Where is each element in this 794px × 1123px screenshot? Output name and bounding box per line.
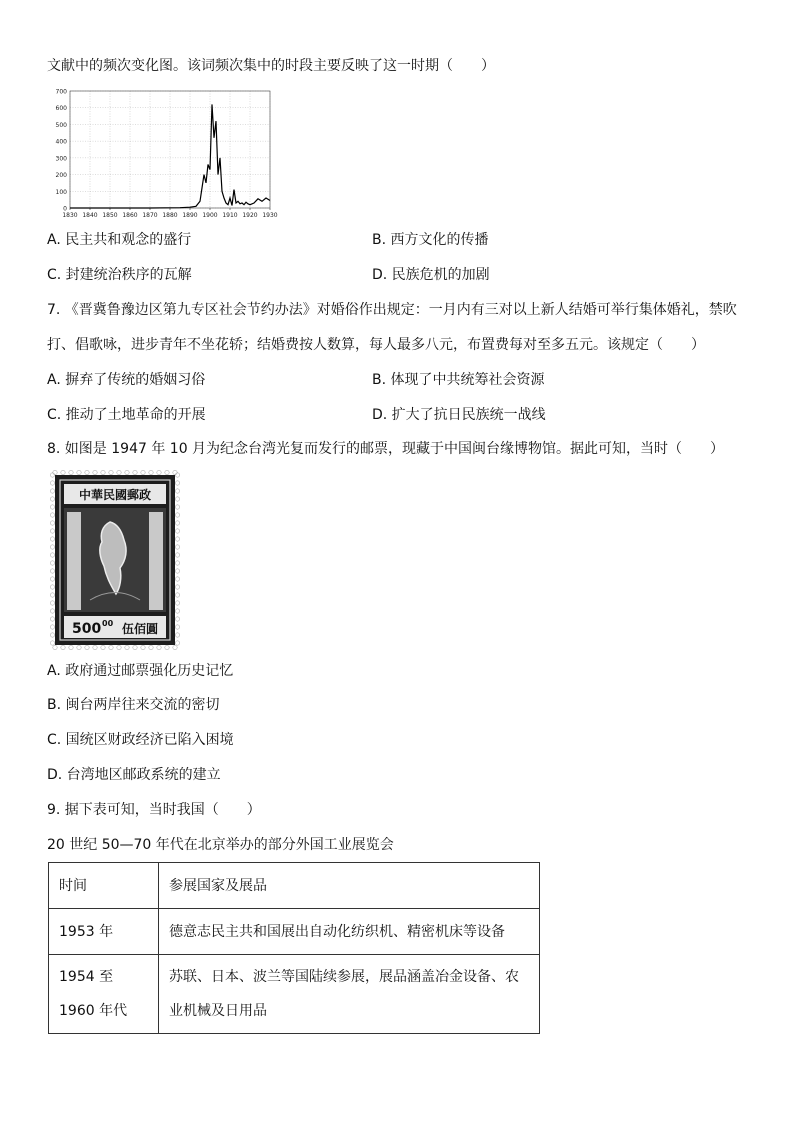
- q8-stem: 8. 如图是 1947 年 10 月为纪念台湾光复而发行的邮票，现藏于中国闽台缘博物馆。据此可知，当时（ ）: [47, 441, 725, 457]
- table-header-row: [49, 863, 540, 909]
- chart-y-ticks: [56, 89, 68, 213]
- chart-y-tick-label: 100: [55, 188, 67, 196]
- stamp-image: [50, 470, 180, 650]
- q8-option-a[interactable]: A. 政府通过邮票强化历史记忆: [47, 663, 234, 679]
- chart-y-tick-label: 500: [55, 121, 67, 129]
- chart-x-tick-label: 1860: [122, 212, 138, 219]
- table-cell-exhibits: 苏联、日本、波兰等国陆续参展，展品涵盖冶金设备、农业机械及日用品: [159, 955, 540, 1034]
- table-header-exhibits: 参展国家及展品: [159, 863, 540, 909]
- chart-x-tick-label: 1910: [222, 212, 238, 219]
- chart-x-tick-label: 1880: [162, 212, 178, 219]
- chart-x-tick-label: 1920: [242, 212, 258, 219]
- stamp-top-text: 中華民國郵政: [78, 488, 152, 502]
- stamp-value-chars: 伍佰圓: [121, 622, 158, 636]
- chart-y-tick-label: 200: [55, 172, 67, 180]
- q8-option-b[interactable]: B. 闽台两岸往来交流的密切: [47, 697, 220, 713]
- q6-stem: 文献中的频次变化图。该词频次集中的时段主要反映了这一时期（ ）: [47, 58, 495, 74]
- q6-option-b[interactable]: B. 西方文化的传播: [372, 232, 489, 248]
- stamp-value-sup: 00: [102, 619, 114, 628]
- chart-y-tick-label: 600: [55, 105, 67, 113]
- q6-option-d[interactable]: D. 民族危机的加剧: [372, 267, 490, 283]
- table-row: [49, 909, 540, 955]
- q7-option-a[interactable]: A. 摒弃了传统的婚姻习俗: [47, 372, 206, 388]
- chart-x-tick-label: 1900: [202, 212, 218, 219]
- chart-x-tick-label: 1870: [142, 212, 158, 219]
- chart-x-tick-label: 1930: [262, 212, 278, 219]
- table-cell-exhibits: 德意志民主共和国展出自动化纺织机、精密机床等设备: [159, 909, 540, 955]
- table-row: [49, 955, 540, 1034]
- chart-x-tick-label: 1830: [62, 212, 78, 219]
- frequency-chart: [44, 84, 280, 222]
- q7-option-c[interactable]: C. 推动了土地革命的开展: [47, 407, 206, 423]
- chart-y-tick-label: 400: [55, 138, 67, 146]
- table-cell-time: 1953 年: [49, 909, 159, 955]
- exhibition-table: [48, 862, 540, 1034]
- table-title: 20 世纪 50—70 年代在北京举办的部分外国工业展览会: [47, 837, 394, 853]
- chart-y-tick-label: 700: [55, 88, 67, 96]
- table-header-time: 时间: [49, 863, 159, 909]
- chart-x-ticks: [62, 212, 277, 219]
- q7-option-b[interactable]: B. 体现了中共统筹社会资源: [372, 372, 545, 388]
- chart-x-tick-label: 1890: [182, 212, 198, 219]
- chart-y-tick-label: 300: [55, 155, 67, 163]
- q7-stem-line1: 7. 《晋冀鲁豫边区第九专区社会节约办法》对婚俗作出规定：一月内有三对以上新人结婚可举行集体婚礼，禁吹: [47, 302, 737, 318]
- chart-y-tick-label: 0: [63, 205, 67, 213]
- chart-x-tick-label: 1850: [102, 212, 118, 219]
- q8-option-c[interactable]: C. 国统区财政经济已陷入困境: [47, 732, 234, 748]
- q9-stem: 9. 据下表可知，当时我国（ ）: [47, 802, 261, 818]
- table-cell-time: 1954 至 1960 年代: [49, 955, 159, 1034]
- q7-option-d[interactable]: D. 扩大了抗日民族统一战线: [372, 407, 546, 423]
- chart-grid: [70, 91, 270, 210]
- q6-option-a[interactable]: A. 民主共和观念的盛行: [47, 232, 192, 248]
- stamp-value: 500: [72, 621, 102, 637]
- chart-x-tick-label: 1840: [82, 212, 98, 219]
- q8-option-d[interactable]: D. 台湾地区邮政系统的建立: [47, 767, 221, 783]
- q6-option-c[interactable]: C. 封建统治秩序的瓦解: [47, 267, 192, 283]
- q7-stem-line2: 打、倡歌咏，进步青年不坐花轿；结婚费按人数算，每人最多八元，布置费每对至多五元。该规定（ ）: [47, 337, 705, 353]
